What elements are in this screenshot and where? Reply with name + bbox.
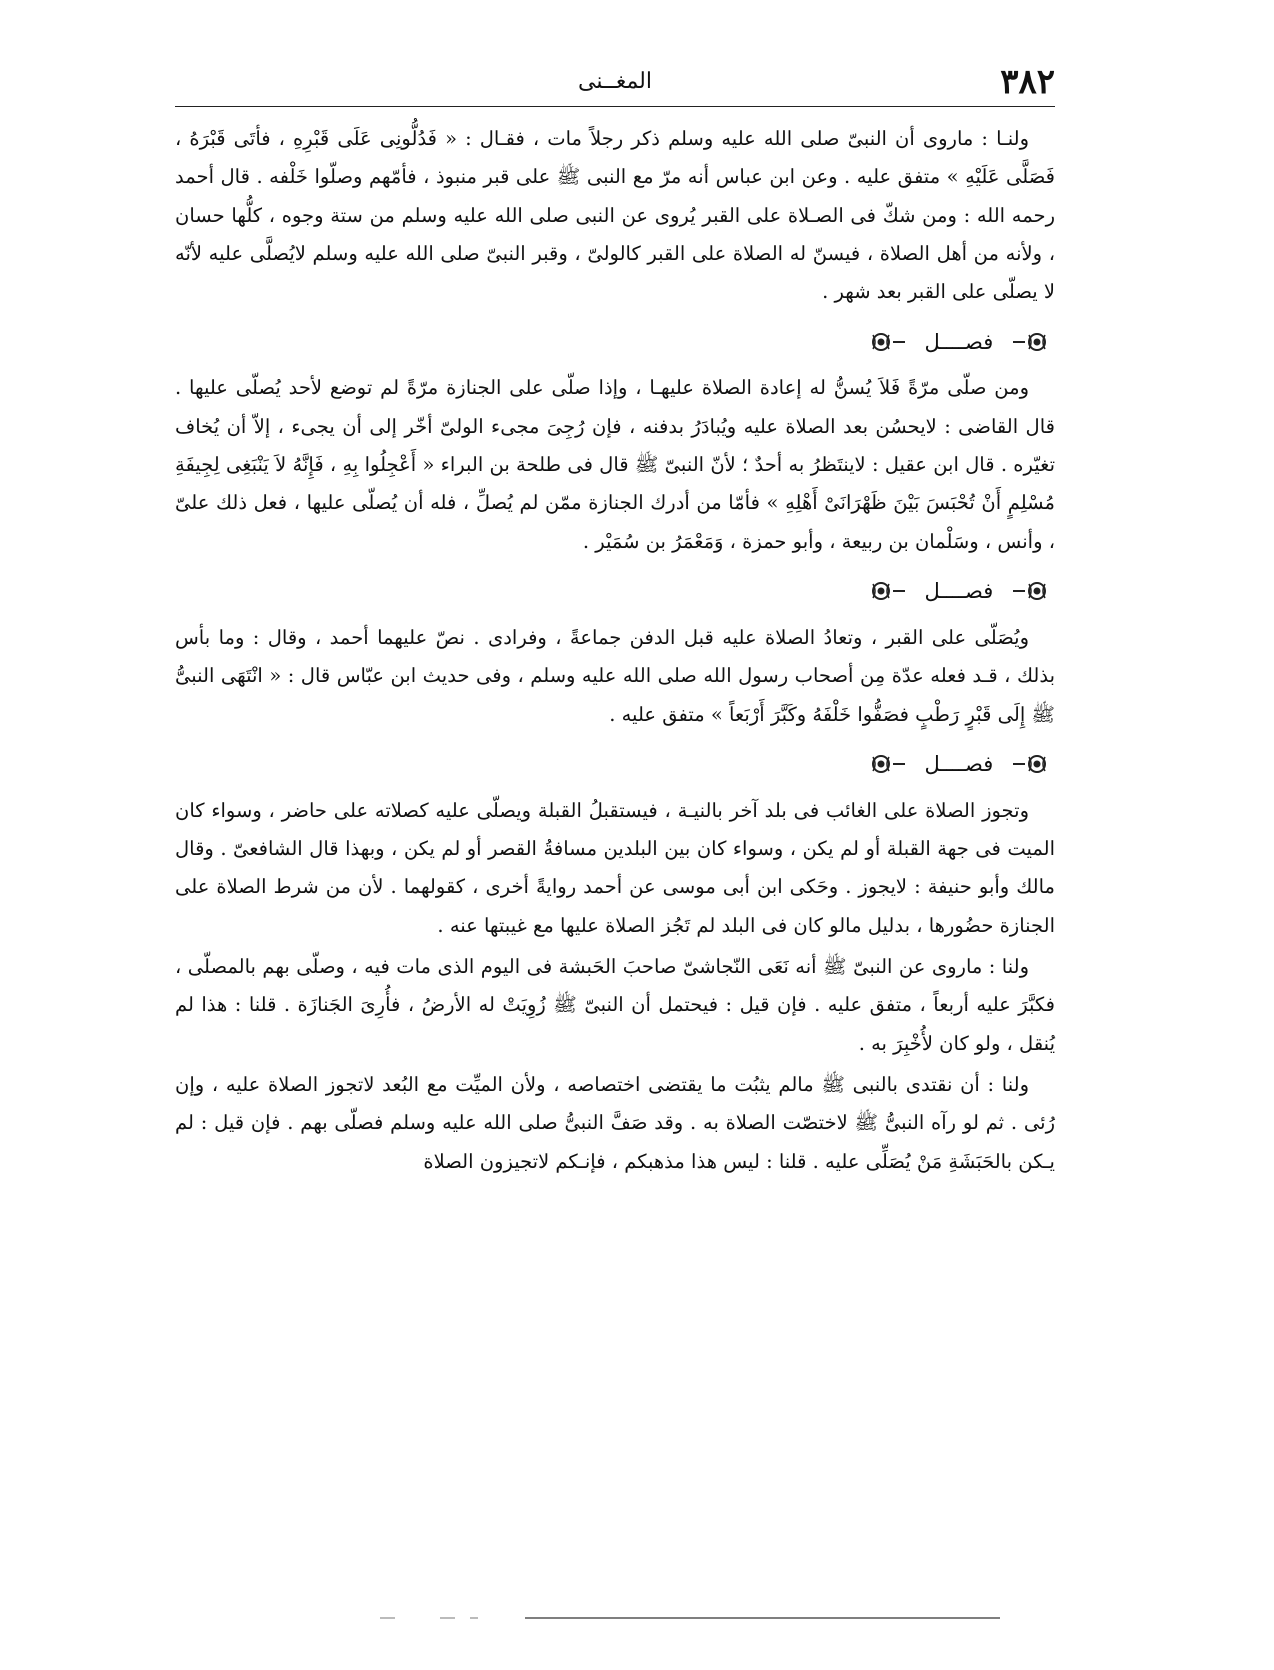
- paragraph: ولنا : ماروى عن النبىّ ﷺ أنه نَعَى النّجاشىّ صاحبَ الحَبشة فى اليوم الذى مات فيه ، وصلّى بهم بالمصلّى ، فكبَّرَ عليه أربعاً ، متفق عليه . فإن قيل : فيحتمل أن النبىّ ﷺ زُوِيَتْ له الأرضُ ، فأُرِىَ الجَنازَة . قلنا : هذا لم يُنقل ، ولو كان لأُخْبِرَ به .: [175, 955, 1055, 1055]
- page-number: ٣٨٢: [1000, 62, 1055, 102]
- section-divider: [175, 734, 1055, 792]
- ornament-left-icon: [1011, 753, 1055, 775]
- body-text: [175, 120, 1055, 1181]
- page-header: [175, 62, 1055, 106]
- section-title: فصــــل: [924, 579, 994, 604]
- ornament-left-icon: [1011, 580, 1055, 602]
- paragraph: ومن صلّى مرّةً فَلاَ يُسنُّ له إعادة الصلاة عليهـا ، وإذا صلّى على الجنازة مرّةً لم توضع لأحد يُصلّى عليها . قال القاضى : لايحسُن بعد الصلاة عليه ويُبادَرُ بدفنه ، فإن رُجِىَ مجىء الولىّ أخّر إلى أن يجىء ، إلاّ أن يُخاف تغيّره . قال ابن عقيل : لاينتَظرُ به أحدٌ ؛ لأنّ النبىّ ﷺ قال فى طلحة بن البراء « أَعْجِلُوا بِهِ ، فَإِنَّهُ لاَ يَنْبَغِى لِجِيفَةِ مُسْلِمٍ أَنْ تُحْبَسَ بَيْنَ ظَهْرَانَىْ أَهْلِهِ » فأمّا من أدرك الجنازة ممّن لم يُصلِّ ، فله أن يُصلّى عليها ، فعل ذلك علىّ ، وأنس ، وسَلْمان بن ربيعة ، وأبو حمزة ، وَمَعْمَرُ بن سُمَيْر .: [175, 376, 1055, 553]
- book-page: [175, 62, 1055, 1181]
- header-rule: [175, 106, 1055, 107]
- paragraph: ولنا : أن نقتدى بالنبى ﷺ مالم يثبُت ما يقتضى اختصاصه ، ولأن الميِّت مع البُعد لاتجوز الصلاة عليه ، وإن رُئى . ثم لو رآه النبىُّ ﷺ لاختصّت الصلاة به . وقد صَفَّ النبىُّ صلى الله عليه وسلم فصلّى بهم . فإن قيل : لم يـكن بالحَبَشَةِ مَنْ يُصَلِّى عليه . قلنا : ليس هذا مذهبكم ، فإنـكم لاتجيزون الصلاة: [175, 1072, 1055, 1173]
- ornament-right-icon: [863, 580, 907, 602]
- paragraph: وتجوز الصلاة على الغائب فى بلد آخر بالنيـة ، فيستقبلُ القبلة ويصلّى عليه كصلاته على حاضر ، وسواء كان الميت فى جهة القبلة أو لم يكن ، وسواء كان بين البلدين مسافةُ القصر أو لم يكن ، وبهذا قال الشافعىّ . وقال مالك وأبو حنيفة : لايجوز . وحَكى ابن أبى موسى عن أحمد روايةً أخرى ، كقولهما . لأن من شرط الصلاة على الجنازة حضُورها ، بدليل مالو كان فى البلد لم تَجُز الصلاة عليها مع غيبتها عنه .: [175, 798, 1055, 937]
- ornament-left-icon: [1011, 331, 1055, 353]
- section-divider: [175, 311, 1055, 369]
- section-title: فصــــل: [924, 329, 994, 354]
- section-divider: [175, 561, 1055, 619]
- section-title: فصــــل: [924, 752, 994, 777]
- paragraph: ولنـا : ماروى أن النبىّ صلى الله عليه وسلم ذكر رجلاً مات ، فقـال : « فَدُلُّونِى عَلَى قَبْرِهِ ، فأتَى قَبْرَهُ ، فَصَلَّى عَلَيْهِ » متفق عليه . وعن ابن عباس أنه مرّ مع النبى ﷺ على قبر منبوذ ، فأمّهم وصلّوا خَلْفه . قال أحمد رحمه الله : ومن شكّ فى الصـلاة على القبر يُروى عن النبى صلى الله عليه وسلم من ستة وجوه ، كلُّها حسان ، ولأنه من أهل الصلاة ، فيسنّ له الصلاة على القبر كالولىّ ، وقبر النبىّ صلى الله عليه وسلم لايُصلَّى عليه لأنّه لا يصلّى على القبر بعد شهر .: [175, 127, 1055, 304]
- paragraph: ويُصَلّى على القبر ، وتعادُ الصلاة عليه قبل الدفن جماعةً ، وفرادى . نصّ عليهما أحمد ، وقال : وما بأس بذلك ، قـد فعله عدّة مِن أصحاب رسول الله صلى الله عليه وسلم ، وفى حديث ابن عبّاس قال : « انْتَهَى النبىُّ ﷺ إِلَى قَبْرٍ رَطْبٍ فصَفُّوا خَلْفَهُ وكَبَّرَ أَرْبَعاً » متفق عليه .: [175, 625, 1055, 726]
- footer-rule: [0, 1615, 1274, 1621]
- ornament-right-icon: [863, 331, 907, 353]
- running-title: المغــنى: [577, 69, 652, 94]
- ornament-right-icon: [863, 753, 907, 775]
